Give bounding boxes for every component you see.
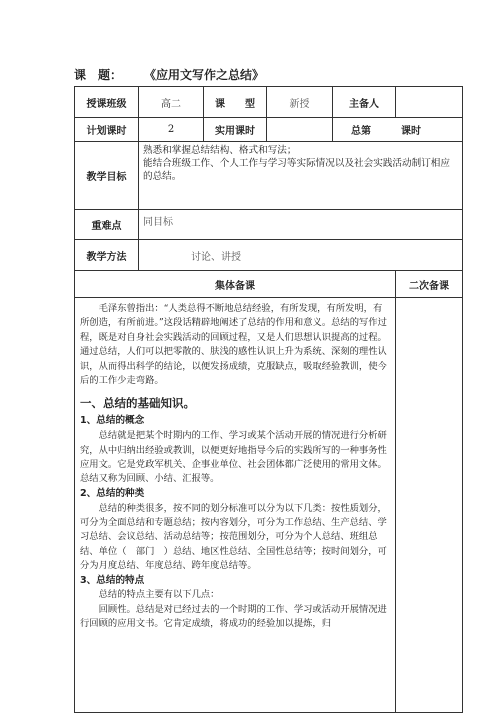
goal-line-1: 熟悉和掌握总结结构、格式和写法； [143, 145, 297, 156]
method-value: 讨论、讲授 [139, 240, 463, 271]
goals-content [139, 142, 463, 210]
lesson-body [75, 298, 396, 713]
key-label: 重难点 [75, 210, 139, 240]
section-1-heading: 一、总结的基础知识。 [80, 396, 195, 411]
actual-label: 实用课时 [204, 118, 267, 142]
type-value: 新授 [267, 87, 333, 118]
type-label: 课 型 [204, 87, 267, 118]
collective-prep-header: 集体备课 [75, 271, 396, 298]
second-prep-cell [396, 298, 463, 713]
subsection-3-heading: 3、总结的特点 [80, 574, 145, 586]
actual-value [267, 118, 333, 142]
second-prep-header: 二次备课 [396, 271, 463, 298]
subsection-1-heading: 1、总结的概念 [80, 415, 145, 427]
owner-value [396, 87, 463, 118]
method-label: 教学方法 [75, 240, 139, 271]
prep-header-row [75, 271, 463, 298]
subsection-1-text: 总结就是把某个时期内的工作、学习或某个活动开展的情况进行分析研究，从中归纳出经验或教训，以便更好地指导今后的实践所写的一种事务性应用文。它是党政军机关、企事业单位、社会团体都广泛使用的常用文体。总结又称为回顾、小结、汇报等。 [80, 430, 387, 485]
info-row-1 [75, 87, 463, 118]
method-row [75, 240, 463, 271]
lesson-plan-table [74, 86, 463, 713]
course-title: 《应用文写作之总结》 [144, 68, 265, 82]
plan-label: 计划课时 [75, 118, 139, 142]
owner-label: 主备人 [333, 87, 396, 118]
subsection-2-heading: 2、总结的种类 [80, 487, 145, 499]
plan-value: 2 [139, 118, 204, 142]
key-value: 同目标 [139, 210, 463, 240]
class-label: 授课班级 [75, 87, 139, 118]
content-row [75, 298, 463, 713]
goals-label: 教学目标 [75, 142, 139, 210]
course-title-line [74, 66, 264, 83]
key-row [75, 210, 463, 240]
goals-row [75, 142, 463, 210]
subsection-3-text: 回顾性。总结是对已经过去的一个时期的工作、学习或活动开展情况进行回顾的应用文书。它肯定成绩，将成功的经验加以提炼，归 [80, 603, 387, 630]
class-value: 高二 [139, 87, 204, 118]
course-label: 课 题： [74, 68, 123, 82]
info-row-2 [75, 118, 463, 142]
subsection-3-intro: 总结的特点主要有以下几点： [98, 589, 220, 601]
total-label: 总第 课时 [333, 118, 463, 142]
goal-line-2: 能结合班级工作、个人工作与学习等实际情况以及社会实践活动制订相应的总结。 [143, 157, 450, 182]
subsection-2-text: 总结的种类很多，按不同的划分标准可以分为以下几类：按性质划分，可分为全面总结和专题总结；按内容划分，可分为工作总结、生产总结、学习总结、会议总结、活动总结等；按范围划分，可分为个人总结、班组总结、单位（ 部门 ）总结、地区性总结、全国性总结等；按时间划分，可分为月度总结、年度总结、跨年度总结等。 [80, 502, 387, 572]
intro-paragraph: 毛泽东曾指出：“人类总得不断地总结经验，有所发现，有所发明，有所创造，有所前进。”这段话精辟地阐述了总结的作用和意义。总结的写作过程，既是对自身社会实践活动的回顾过程，又是人们思想认识提高的过程。通过总结，人们可以把零散的、肤浅的感性认识上升为系统、深刻的理性认识，从而得出科学的结论，以便发扬成绩，克服缺点，吸取经验教训，使今后的工作少走弯路。 [80, 303, 387, 387]
